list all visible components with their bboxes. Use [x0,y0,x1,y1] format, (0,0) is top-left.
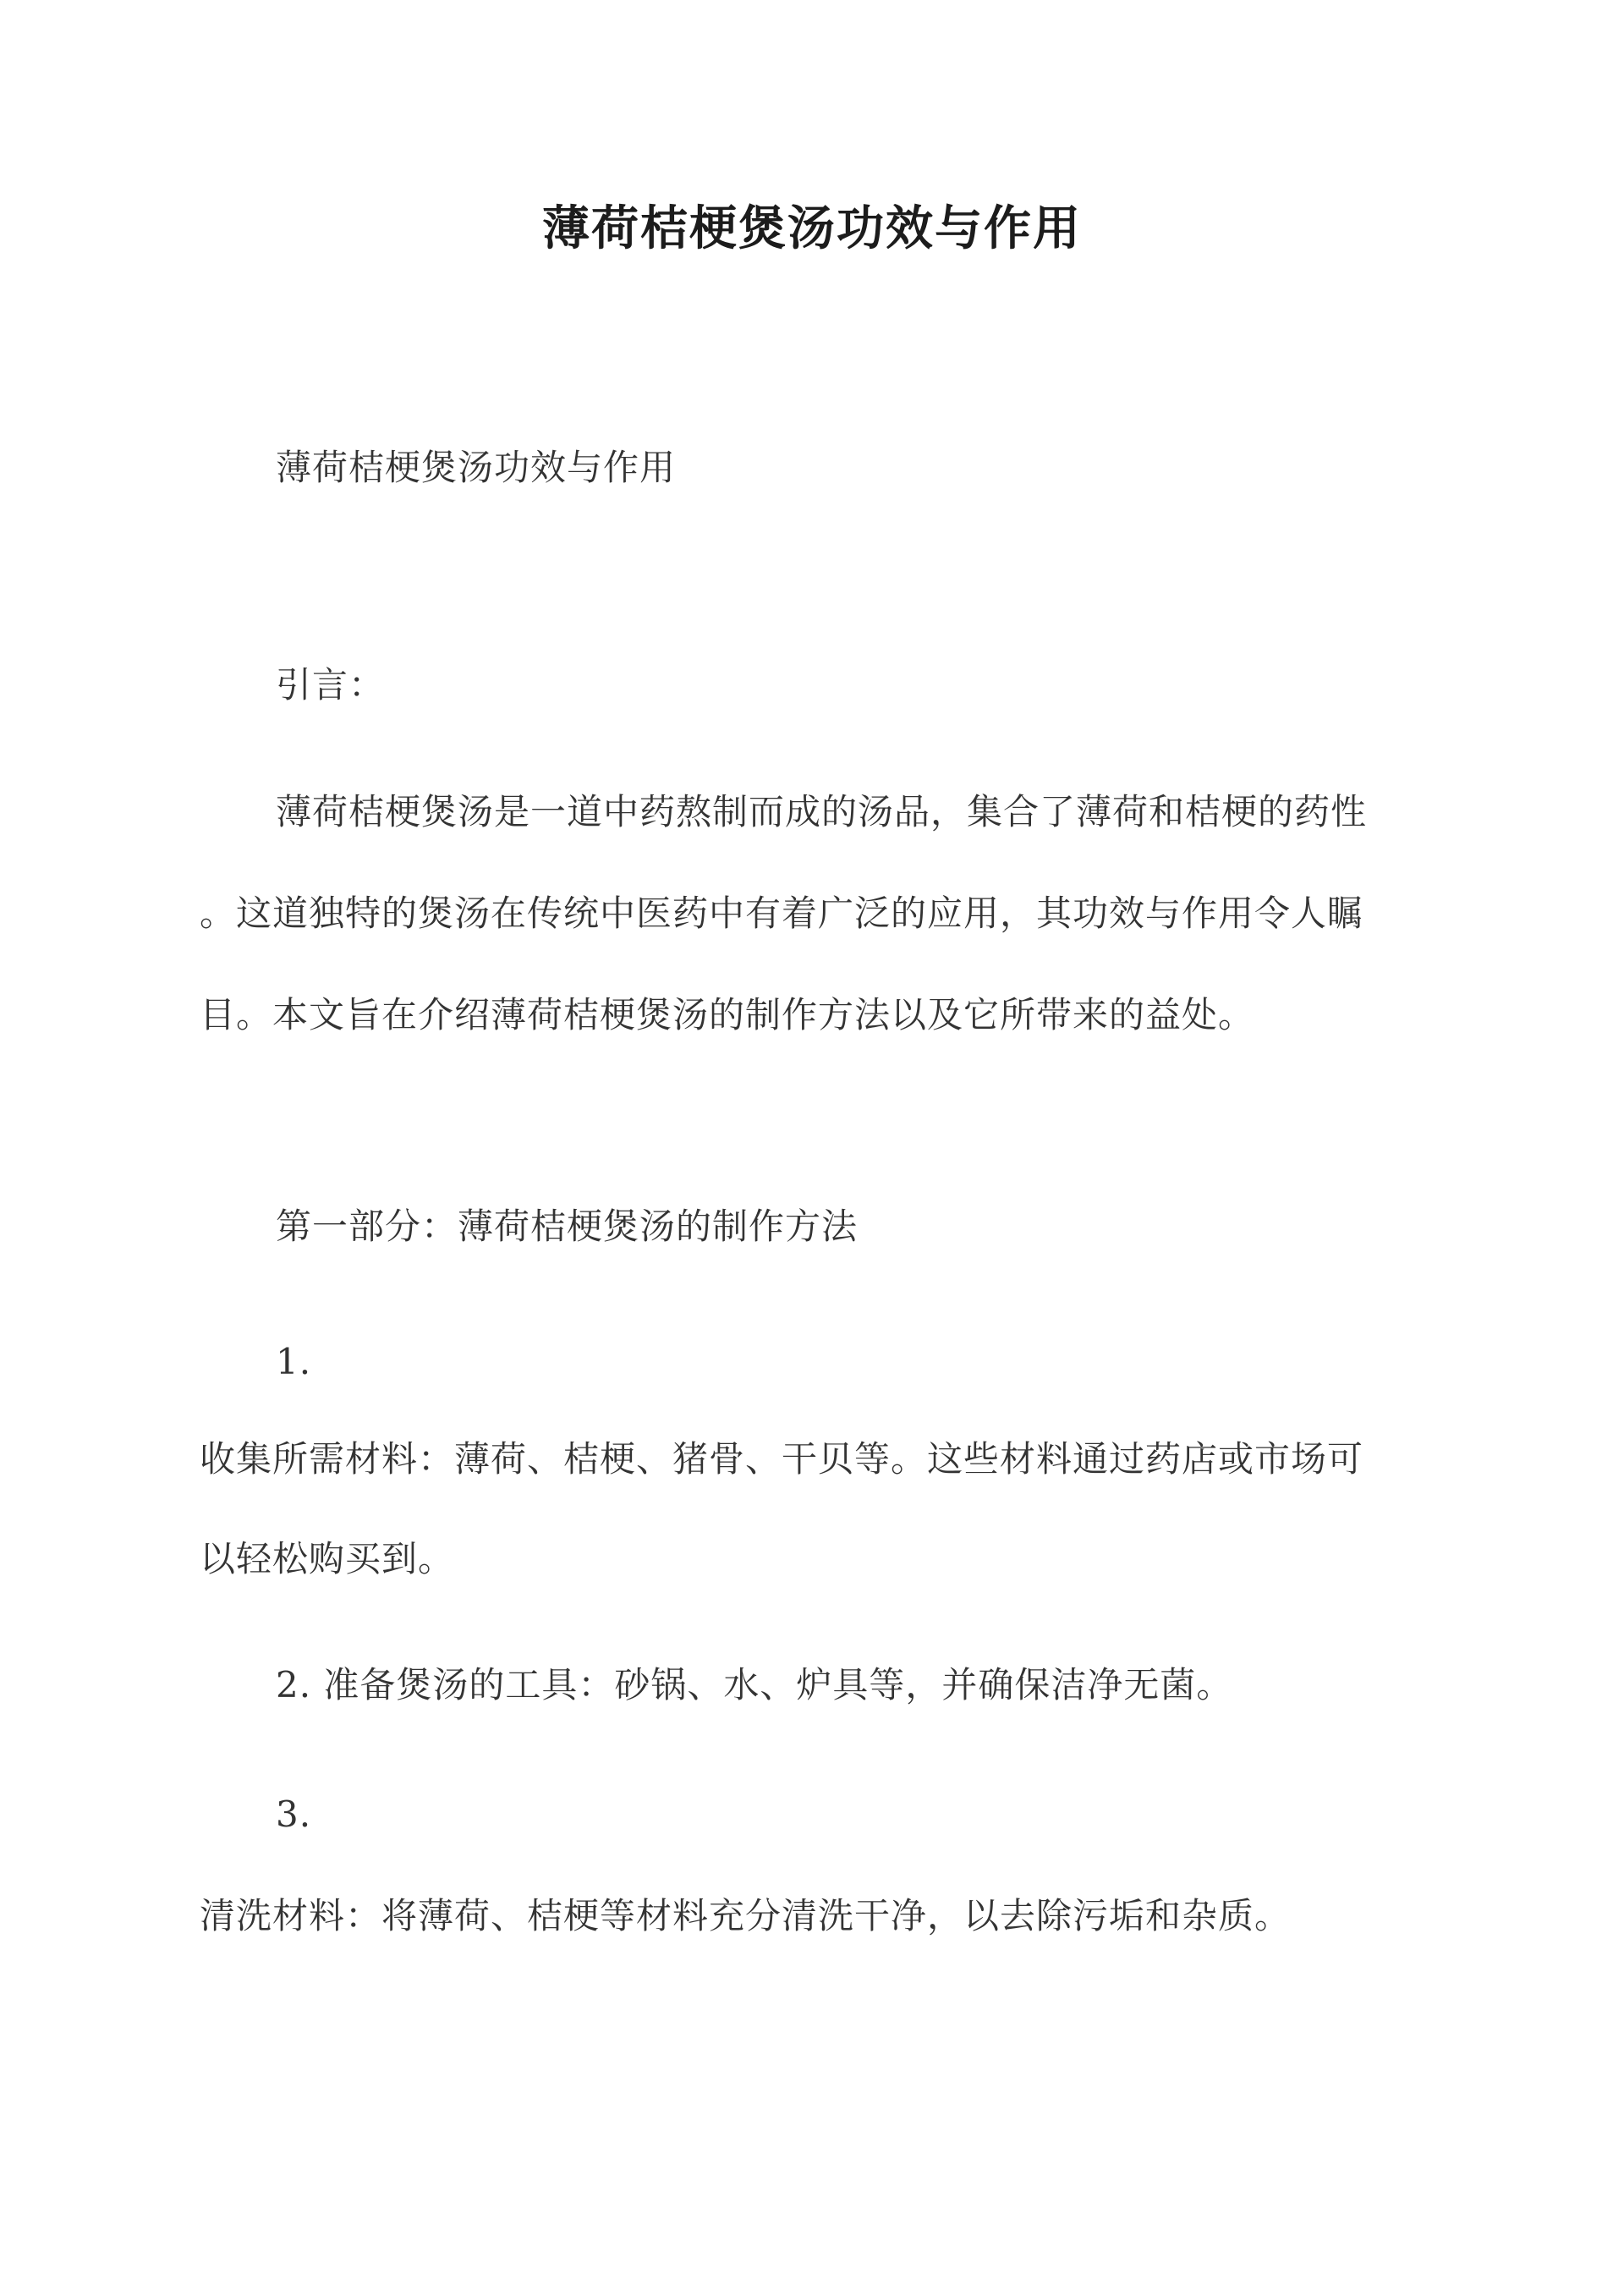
step2-text: 2. 准备煲汤的工具：砂锅、水、炉具等，并确保洁净无菌。 [276,1664,1233,1706]
intro-heading: 引言： [276,664,386,706]
document-title: 薄荷桔梗煲汤功效与作用 [542,200,1082,256]
document-subtitle: 薄荷桔梗煲汤功效与作用 [276,447,677,488]
step3-number: 3. [276,1793,312,1835]
intro-line-3: 目。本文旨在介绍薄荷桔梗煲汤的制作方法以及它所带来的益处。 [200,994,1255,1035]
step1-number: 1. [276,1341,312,1382]
step1-line-1: 收集所需材料：薄荷、桔梗、猪骨、干贝等。这些材料通过药店或市场可 [200,1438,1364,1480]
section1-heading: 第一部分：薄荷桔梗煲汤的制作方法 [276,1206,859,1247]
intro-line-2: 。这道独特的煲汤在传统中医药中有着广泛的应用，其功效与作用令人瞩 [200,893,1364,934]
step1-line-2: 以轻松购买到。 [200,1538,455,1579]
intro-line-1: 薄荷桔梗煲汤是一道中药熬制而成的汤品，集合了薄荷和桔梗的药性 [276,791,1368,832]
step3-text: 清洗材料：将薄荷、桔梗等材料充分清洗干净，以去除污垢和杂质。 [200,1895,1292,1936]
